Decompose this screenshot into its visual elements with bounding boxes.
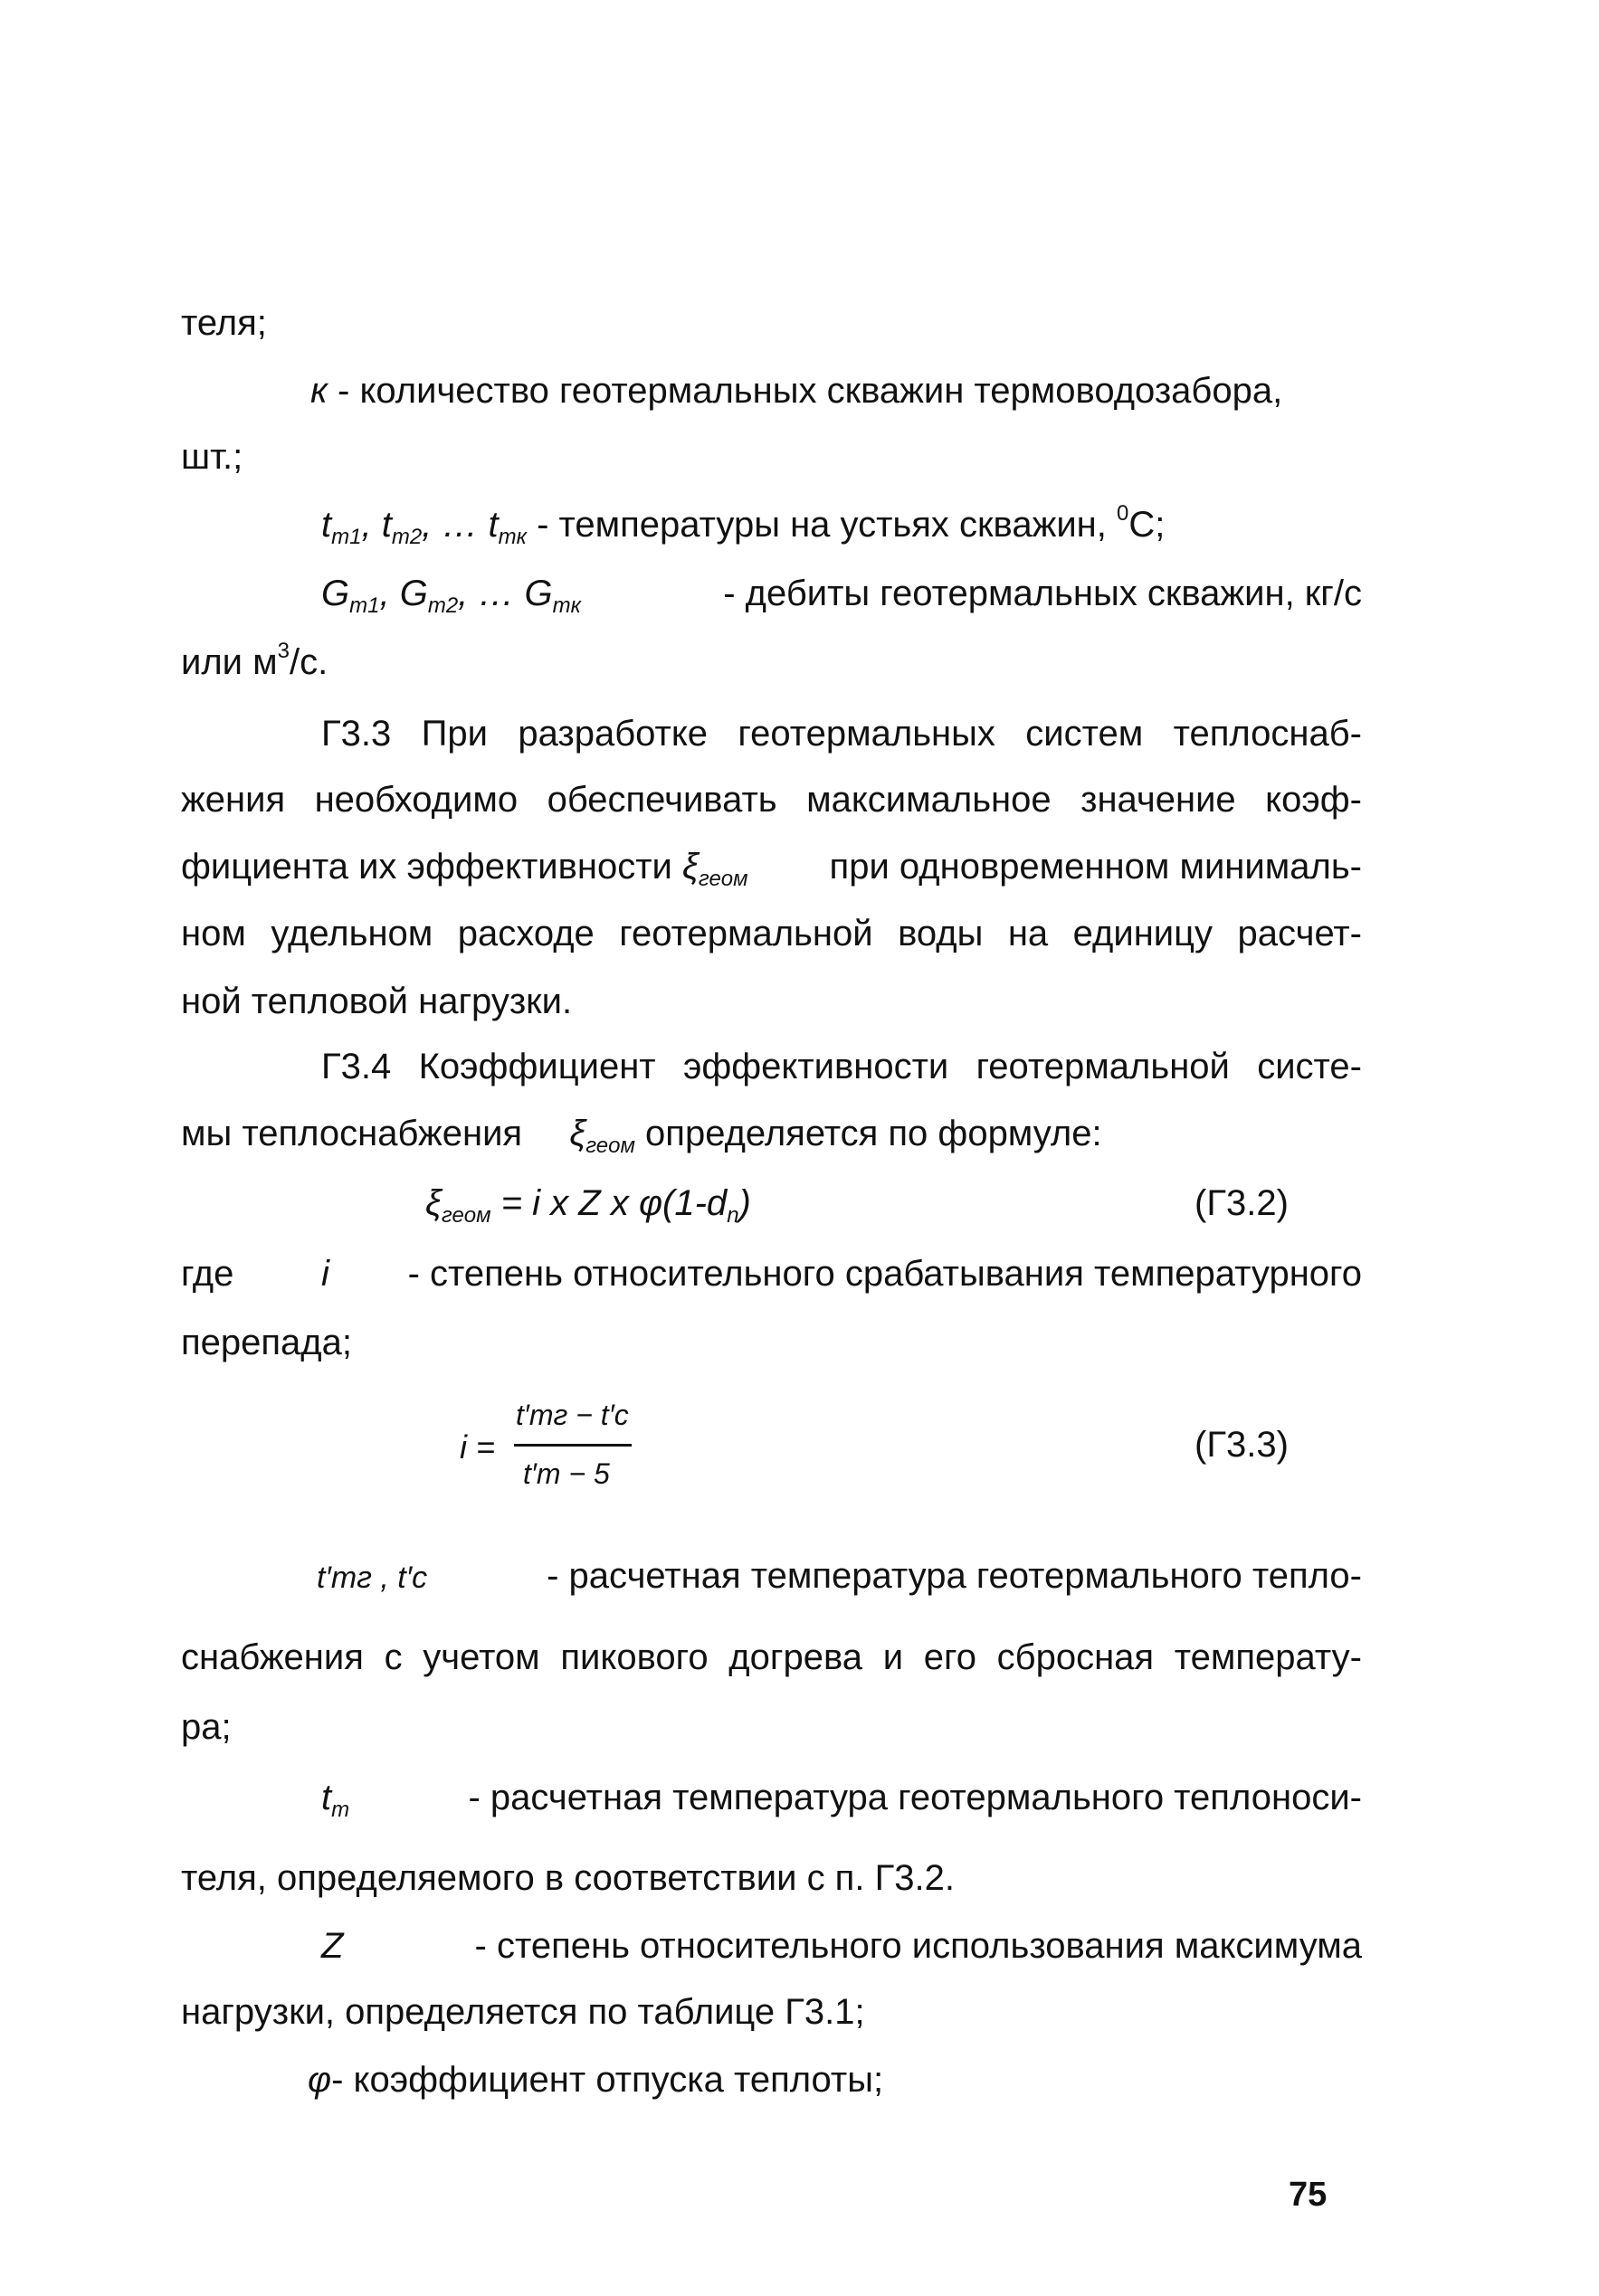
text-line: нагрузки, определяется по таблице Г3.1; [181,1992,865,2032]
variable-g: G [321,574,350,613]
subscript: mк [498,525,527,549]
subscript: mк [552,593,581,618]
text-span: фициента их эффективности [181,847,672,887]
text-span: определяется по формуле: [645,1114,1102,1153]
xi-symbol: ξ [569,1114,586,1153]
paragraph-line: Г3.4 Коэффициент эффективности геотермальной систе- [321,1047,1362,1086]
separator: , [361,505,382,545]
text-span: /с. [290,642,328,682]
text-span: - степень относительного срабатывания температурного [407,1254,1362,1294]
paragraph-line: ной тепловой нагрузки. [181,982,573,1021]
variable-t: t [321,505,332,545]
variable-i: i [321,1254,329,1294]
subscript: m1 [331,525,362,549]
variable-t-pair: t′mг , t′c [317,1561,428,1595]
variable-t: t [488,505,499,545]
text-line: снабжения с учетом пикового догрева и его сбросная температу- [181,1637,1362,1677]
subscript: геом [585,1134,635,1158]
formula-number: (Г3.2) [1194,1183,1289,1223]
text-span: или м [181,642,278,682]
text-span: - температуры на устьях скважин, [526,505,1107,545]
formula-line [321,501,1166,549]
variable-k: к [310,371,328,411]
formula-g3-2 [425,1181,751,1228]
formula-body: = i x Z x φ(1-d [490,1183,728,1223]
variable-z: Z [321,1926,344,1966]
formula-lhs: i = [460,1428,496,1466]
subscript: геом [441,1203,491,1228]
paragraph-line: ном удельном расходе геотермальной воды на единицу расчет- [181,914,1362,954]
variable-t: t [321,1778,332,1817]
superscript: 3 [277,639,290,663]
variable-phi: φ [308,2060,332,2100]
text-span: - количество геотермальных скважин термоводозабора, [327,371,1283,411]
fraction-bar [514,1444,632,1447]
text-line: шт.; [181,437,243,477]
text-span: - степень относительного использования максимума [474,1926,1362,1966]
text-line: ра; [181,1707,232,1747]
subscript: геом [698,867,748,891]
variable-g: G [399,574,428,613]
paragraph-line [181,845,1362,891]
text-span: мы теплоснабжения [181,1114,523,1153]
formula-line [321,572,1362,618]
paragraph-line: Г3.3 При разработке геотермальных систем теплоснаб- [321,714,1362,754]
text-line: теля, определяемого в соответствии с п. Г3.2. [181,1858,955,1898]
subscript: m1 [349,593,380,618]
text-line [321,1776,1362,1822]
text-line [321,1252,1362,1295]
page-number: 75 [1289,2176,1328,2214]
ellipsis: , … [458,574,525,613]
text-span: - дебиты геотермальных скважин, кг/с [723,574,1362,613]
subscript: n [727,1203,739,1228]
formula-close: ) [738,1183,751,1223]
text-span: - расчетная температура геотермального теплоноси- [468,1778,1362,1817]
degree-superscript: 0 [1117,501,1129,526]
text-line [321,1924,1362,1968]
ellipsis: , … [422,505,489,545]
fraction-numerator: t′mг − t′c [516,1399,629,1431]
text-line [308,2058,883,2102]
text-line [310,369,1282,413]
text-span: С; [1128,505,1166,545]
paragraph-line: жения необходимо обеспечивать максимальное значение коэф- [181,780,1362,820]
text-line: где [181,1254,234,1294]
xi-symbol: ξ [682,847,699,887]
subscript: m2 [427,593,459,618]
text-span: - расчетная температура геотермального тепло- [547,1556,1362,1596]
xi-symbol: ξ [425,1183,442,1223]
fraction-denominator: t′m − 5 [523,1457,610,1490]
subscript: m [331,1798,350,1822]
text-span: при одновременном минималь- [829,847,1362,887]
paragraph-line [181,1112,1102,1158]
text-line: теля; [181,303,267,343]
text-line: перепада; [181,1323,353,1362]
separator: , [379,574,400,613]
subscript: m2 [391,525,423,549]
text-line [317,1554,1362,1599]
text-line [181,640,328,684]
formula-number: (Г3.3) [1194,1425,1289,1465]
variable-t: t [381,505,392,545]
variable-g: G [524,574,553,613]
text-span: - коэффициент отпуска теплоты; [331,2060,884,2100]
